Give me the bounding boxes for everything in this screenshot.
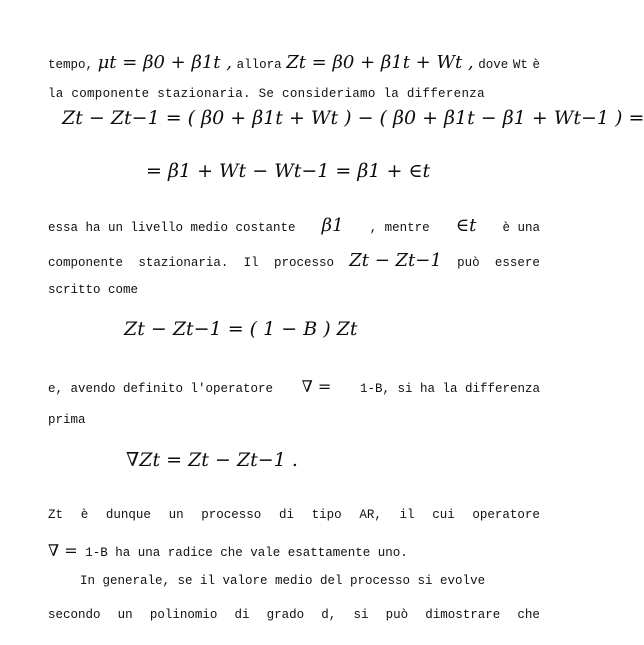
word-group: 1-B ha una radice che vale esattamente uno. [85, 546, 408, 560]
word: Il [243, 256, 259, 270]
word: di [278, 508, 294, 522]
word: che [517, 608, 540, 622]
word-group: essa ha un livello medio costante [48, 221, 296, 235]
text-line-4 [48, 250, 540, 271]
equation-backshift: Zt − Zt−1 = ( 1 − B ) Zt [124, 318, 358, 340]
line-text: la componente stazionaria. Se consideriamo la differenza [48, 87, 485, 101]
word: di [234, 608, 250, 622]
word: tipo [311, 508, 342, 522]
word: componente [48, 256, 124, 270]
word: dove [478, 58, 509, 72]
text-line-2 [48, 87, 540, 101]
line-text: In generale, se il valore medio del processo si evolve [80, 574, 486, 588]
text-line-7 [48, 413, 540, 427]
text-line-11 [48, 608, 540, 622]
word: può [457, 256, 480, 270]
word: Zt [48, 508, 64, 522]
word: polinomio [149, 608, 218, 622]
text-line-8 [48, 508, 540, 522]
inline-formula-z: Zt = β0 + β1t + Wt , [286, 52, 474, 73]
word: allora [236, 58, 282, 72]
word: secondo [48, 608, 101, 622]
inline-formula-mean: μt = β0 + β1t , [97, 52, 232, 73]
inline-formula-epsilon: ∈t [455, 215, 477, 236]
equation-first-difference: ∇Zt = Zt − Zt−1 . [126, 449, 298, 471]
word: processo [273, 256, 334, 270]
word-group: è una [502, 221, 540, 235]
equation-difference-expanded: Zt − Zt−1 = ( β0 + β1t + Wt ) − ( β0 + β1t − β1 + Wt−1 ) = [62, 107, 644, 129]
inline-formula-nabla: ∇ = [48, 541, 78, 560]
text-line-6 [48, 377, 540, 396]
word: d, [321, 608, 337, 622]
word: cui [432, 508, 455, 522]
word: operatore [472, 508, 540, 522]
inline-formula-diff: Zt − Zt−1 [349, 250, 442, 271]
word: tempo, [48, 58, 94, 72]
word-group: , mentre [369, 221, 430, 235]
word: Wt [512, 58, 528, 72]
word: dimostrare [425, 608, 501, 622]
word: il [399, 508, 415, 522]
line-text: prima [48, 413, 86, 427]
word-group: e, avendo definito l'operatore [48, 382, 274, 396]
word: processo [201, 508, 262, 522]
line-text: scritto come [48, 283, 139, 297]
text-line-3 [48, 215, 540, 236]
word: dunque [105, 508, 151, 522]
word-group: 1-B, si ha la differenza [359, 382, 540, 396]
word: essere [494, 256, 540, 270]
word: stazionaria. [138, 256, 229, 270]
word: è [80, 508, 89, 522]
word: si [353, 608, 369, 622]
word: AR, [359, 508, 382, 522]
equation-difference-result: = β1 + Wt − Wt−1 = β1 + ∈t [146, 160, 431, 182]
word: un [168, 508, 184, 522]
text-line-5 [48, 283, 540, 297]
text-line-1 [48, 52, 540, 73]
word: è [532, 58, 540, 72]
word: un [117, 608, 133, 622]
text-line-9 [48, 541, 540, 560]
word: grado [266, 608, 305, 622]
word: può [385, 608, 409, 622]
inline-formula-beta1: β1 [321, 215, 344, 236]
text-line-10 [80, 574, 540, 588]
inline-formula-nabla: ∇ = [301, 377, 332, 396]
